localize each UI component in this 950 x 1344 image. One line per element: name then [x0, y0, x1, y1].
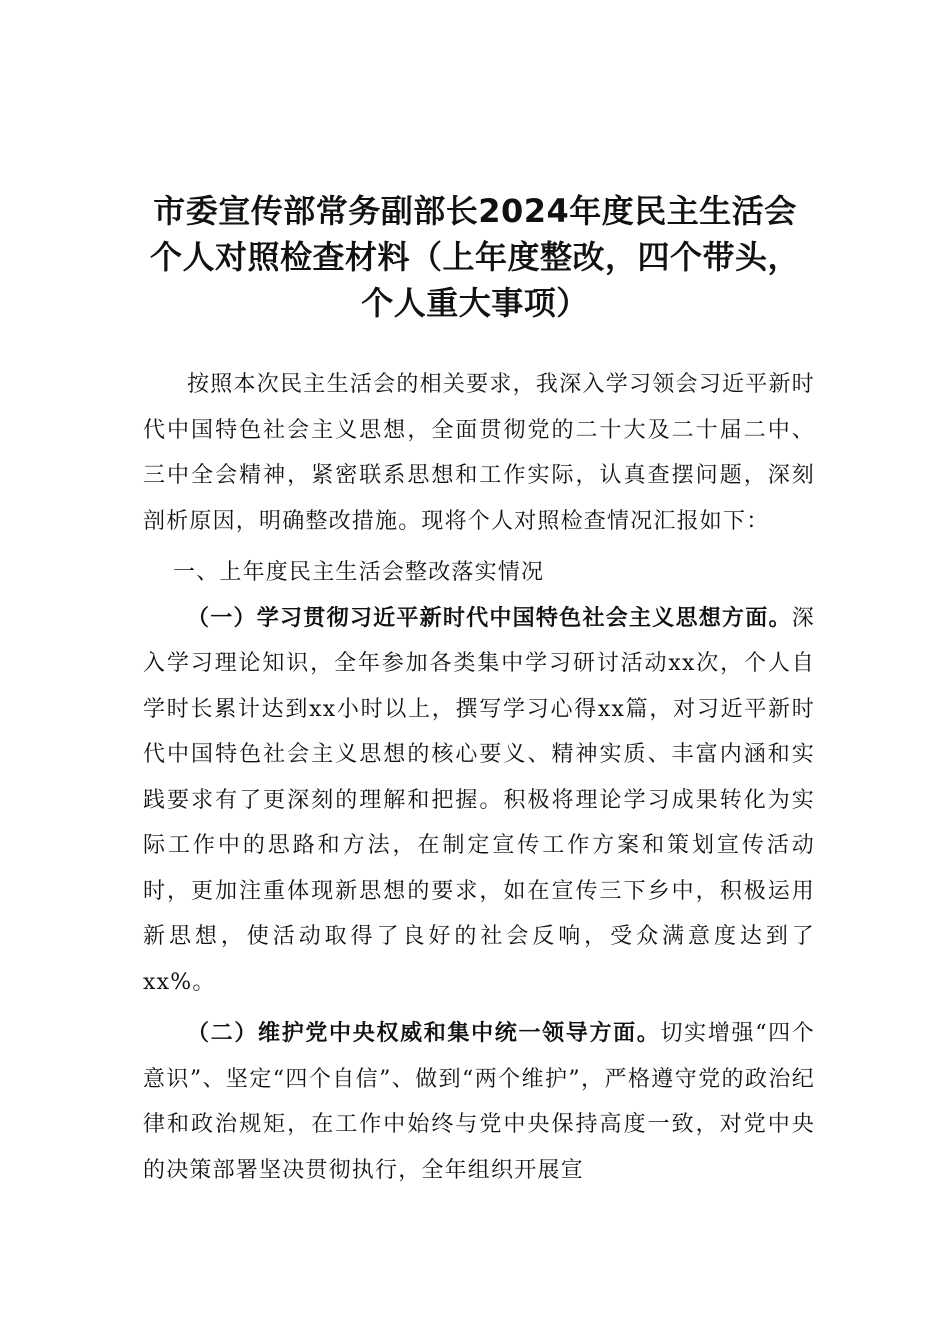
title-line-1: 市委宣传部常务副部长2024年度民主生活会	[153, 192, 797, 230]
subsection-2-heading: （二）维护党中央权威和集中统一领导方面。	[187, 1021, 661, 1046]
document-title	[115, 188, 835, 326]
subsection-2-text: 切实增强“四个意识”、坚定“四个自信”、做到“两个维护”，严格遵守党的政治纪律和政治规矩，在工作中始终与党中央保持高度一致，对党中央的决策部署坚决贯彻执行，全年组织开展宣	[143, 1021, 815, 1183]
subsection-1-paragraph	[143, 596, 815, 1006]
document-body	[143, 362, 815, 1193]
title-line-3: 个人重大事项）	[361, 284, 589, 322]
intro-paragraph: 按照本次民主生活会的相关要求，我深入学习领会习近平新时代中国特色社会主义思想，全面贯彻党的二十大及二十届二中、三中全会精神，紧密联系思想和工作实际，认真查摆问题，深刻剖析原因，明确整改措施。现将个人对照检查情况汇报如下：	[143, 372, 815, 534]
subsection-1-text: 深入学习理论知识，全年参加各类集中学习研讨活动xx次，个人自学时长累计达到xx小时以上，撰写学习心得xx篇，对习近平新时代中国特色社会主义思想的核心要义、精神实质、丰富内涵和实践要求有了更深刻的理解和把握。积极将理论学习成果转化为实际工作中的思路和方法，在制定宣传工作方案和策划宣传活动时，更加注重体现新思想的要求，如在宣传三下乡中，积极运用新思想，使活动取得了良好的社会反响，受众满意度达到了xx%。	[143, 605, 815, 995]
title-line-2: 个人对照检查材料（上年度整改，四个带头，	[149, 238, 800, 276]
section-heading-1: 一、上年度民主生活会整改落实情况	[173, 560, 545, 585]
subsection-1-heading: （一）学习贯彻习近平新时代中国特色社会主义思想方面。	[187, 605, 792, 631]
subsection-2-paragraph	[143, 1011, 815, 1193]
